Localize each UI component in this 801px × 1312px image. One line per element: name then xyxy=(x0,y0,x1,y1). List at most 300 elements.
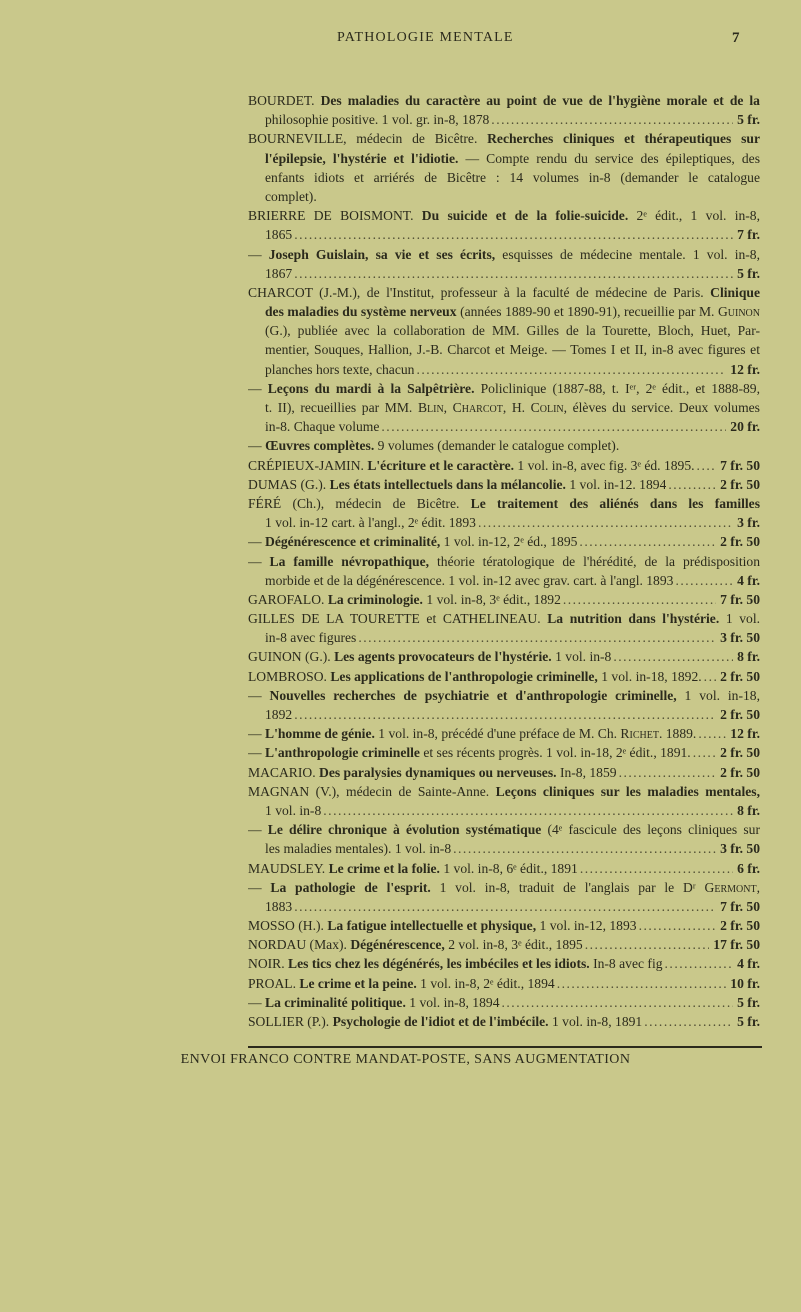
book-title: Recherches cliniques et thérapeutiques sur xyxy=(487,131,760,147)
dot-leader xyxy=(500,993,734,1012)
text-segment: — xyxy=(248,822,268,838)
dot-leader xyxy=(292,897,716,916)
line-text xyxy=(248,935,583,954)
price: 7 fr. 50 xyxy=(720,457,760,473)
catalogue-entry xyxy=(248,686,760,724)
text-segment: in-8. Chaque volume xyxy=(265,419,380,435)
price: 8 fr. xyxy=(737,649,760,665)
entry-line xyxy=(248,360,760,379)
book-title: Les tics chez les dégénérés, les imbéciles et les idiots. xyxy=(288,956,590,972)
text-segment: (4ᵉ fascicule des leçons cliniques sur xyxy=(541,822,760,838)
entry-line xyxy=(248,609,760,628)
entry-line xyxy=(248,168,760,187)
catalogue-entry xyxy=(248,609,760,647)
catalogue-entry xyxy=(248,935,760,954)
catalogue-entry xyxy=(248,436,760,455)
text-segment: — xyxy=(248,380,268,396)
text-segment: 1 vol. in-12, 2ᵉ éd., 1895 xyxy=(440,534,578,550)
entry-line xyxy=(248,571,760,590)
line-text xyxy=(265,801,321,820)
line-text xyxy=(248,456,695,475)
text-segment: 1 vol. in-8, 2ᵉ édit., 1894 xyxy=(416,975,555,991)
catalogue-entry xyxy=(248,743,760,762)
text-segment: morbide et de la dégénérescence. 1 vol. in-12 avec grav. cart. à l'angl. 1893 xyxy=(265,572,674,588)
price: 7 fr. 50 xyxy=(720,898,760,914)
book-title: L'anthropologie criminelle xyxy=(265,745,420,761)
line-text xyxy=(248,91,760,110)
entry-line xyxy=(248,456,760,475)
entry-line xyxy=(248,225,760,244)
text-segment: 1883 xyxy=(265,898,293,914)
line-text xyxy=(248,724,696,743)
entry-line xyxy=(248,724,760,743)
text-segment: In-8, 1859 xyxy=(556,764,617,780)
price: 7 fr. xyxy=(737,227,760,243)
catalogue-list xyxy=(248,91,760,1031)
line-text xyxy=(265,187,317,206)
entry-line xyxy=(248,839,760,858)
book-title: L'écriture et le caractère. xyxy=(367,457,514,473)
text-segment: BRIERRE DE BOISMONT. xyxy=(248,208,422,224)
entry-line xyxy=(248,916,760,935)
line-text xyxy=(248,859,578,878)
entry-line xyxy=(248,436,760,455)
price: 10 fr. xyxy=(730,975,760,991)
line-text xyxy=(248,647,611,666)
catalogue-entry xyxy=(248,1012,760,1031)
price: 5 fr. xyxy=(737,112,760,128)
text-segment: t. II), recueillies par MM. xyxy=(265,400,418,415)
line-text xyxy=(265,398,760,417)
dot-leader xyxy=(611,647,733,666)
price: 12 fr. xyxy=(730,726,760,742)
catalogue-entry xyxy=(248,782,760,820)
entry-line xyxy=(248,302,760,321)
text-segment: 9 volumes (demander le catalogue complet). xyxy=(374,438,620,454)
line-text xyxy=(248,436,619,455)
price: 2 fr. 50 xyxy=(720,668,760,684)
entry-line xyxy=(248,398,760,417)
price: 2 fr. 50 xyxy=(720,534,760,550)
text-segment: , xyxy=(756,879,760,895)
line-text xyxy=(265,360,414,379)
price: 17 fr. 50 xyxy=(713,937,760,953)
price: 8 fr. xyxy=(737,802,760,818)
entry-line xyxy=(248,974,760,993)
book-title: Les états intellectuels dans la mélancolie. xyxy=(329,476,566,492)
line-text xyxy=(248,590,561,609)
text-segment: 1892 xyxy=(265,707,293,722)
line-text xyxy=(248,475,666,494)
line-text xyxy=(265,417,379,436)
text-segment: 1 vol. in-8 xyxy=(551,649,612,665)
text-segment: (G.), publiée avec la collaboration de MM. Gilles de la Tourette, Bloch, Huet, Par- xyxy=(265,323,760,339)
dot-leader xyxy=(321,801,733,820)
price: 2 fr. 50 xyxy=(720,707,760,722)
text-segment: BOURNEVILLE, médecin de Bicêtre. xyxy=(248,131,488,147)
entry-line xyxy=(248,149,760,168)
catalogue-entry xyxy=(248,494,760,532)
price: 4 fr. xyxy=(737,956,760,972)
dot-leader xyxy=(666,475,716,494)
line-text xyxy=(265,340,760,359)
entry-line xyxy=(248,935,760,954)
line-text xyxy=(265,168,760,187)
text-segment: GUINON (G.). xyxy=(248,649,335,665)
text-segment: 1 vol. in-12, 1893 xyxy=(536,918,637,934)
catalogue-entry xyxy=(248,954,760,973)
entry-line xyxy=(248,475,760,494)
book-title: Dégénérescence et criminalité, xyxy=(265,534,441,550)
book-title: Le délire chronique à évolution systématique xyxy=(267,822,542,838)
dot-leader xyxy=(695,456,717,475)
text-segment: 2 vol. in-8, 3ᵉ édit., 1895 xyxy=(444,937,583,953)
text-segment: 1 vol. in-12 cart. à l'angl., 2ᵉ édit. 1893 xyxy=(265,515,476,531)
line-text xyxy=(265,628,356,647)
book-title: Dégénérescence, xyxy=(350,937,445,953)
text-segment: NOIR. xyxy=(248,956,289,972)
dot-leader xyxy=(561,590,716,609)
line-text xyxy=(265,705,292,724)
text-segment: — xyxy=(248,687,270,703)
price: 3 fr. 50 xyxy=(720,841,760,857)
price: 5 fr. xyxy=(737,1014,760,1029)
catalogue-entry xyxy=(248,974,760,993)
entry-line xyxy=(248,494,760,513)
entry-line xyxy=(248,667,760,686)
text-segment: . 1889. xyxy=(658,726,697,742)
price: 2 fr. 50 xyxy=(720,918,760,934)
dot-leader xyxy=(292,264,733,283)
book-title: l'épilepsie, l'hystérie et l'idiotie. xyxy=(265,150,459,166)
dot-leader xyxy=(583,935,710,954)
book-title: Des maladies du caractère au point de vue de l'hygiène morale et de la xyxy=(320,93,760,108)
footer-note: ENVOI FRANCO CONTRE MANDAT-POSTE, SANS AUGMENTATION xyxy=(180,1052,631,1067)
line-text xyxy=(248,820,760,839)
text-segment: MOSSO (H.). xyxy=(248,918,328,934)
line-text xyxy=(248,552,760,571)
line-text xyxy=(248,283,760,302)
line-text xyxy=(248,878,760,897)
text-segment: 1867 xyxy=(265,265,293,281)
book-title: Psychologie de l'idiot et de l'imbécile. xyxy=(332,1014,549,1029)
book-title: La famille névropathique, xyxy=(269,553,430,569)
line-text xyxy=(265,839,451,858)
line-text xyxy=(248,129,760,148)
book-title: Le crime et la folie. xyxy=(328,860,440,876)
dot-leader xyxy=(476,513,733,532)
entry-line xyxy=(248,763,760,782)
price: 2 fr. 50 xyxy=(720,764,760,780)
book-title: Des paralysies dynamiques ou nerveuses. xyxy=(319,764,557,780)
price: 4 fr. xyxy=(737,572,760,588)
price: 2 fr. 50 xyxy=(720,476,760,492)
book-title: Les applications de l'anthropologie criminelle, xyxy=(330,668,598,684)
catalogue-entry xyxy=(248,456,760,475)
text-segment: BOURDET. xyxy=(248,93,321,108)
person-name: Blin xyxy=(417,400,444,415)
dot-leader xyxy=(292,705,716,724)
dot-leader xyxy=(379,417,726,436)
entry-line xyxy=(248,206,760,225)
line-text xyxy=(265,302,760,321)
book-title: La fatigue intellectuelle et physique, xyxy=(327,918,537,934)
catalogue-entry xyxy=(248,667,760,686)
text-segment: les maladies mentales). 1 vol. in-8 xyxy=(265,841,452,857)
dot-leader xyxy=(577,532,716,551)
entry-line xyxy=(248,91,760,110)
person-name: Colin xyxy=(530,400,564,415)
text-segment: 1 vol. in-8 xyxy=(265,802,322,818)
person-name: Richet xyxy=(620,726,659,742)
catalogue-entry xyxy=(248,859,760,878)
text-segment: MAGNAN (V.), médecin de Sainte-Anne. xyxy=(248,783,496,799)
dot-leader xyxy=(292,225,733,244)
line-text xyxy=(265,264,292,283)
entry-line xyxy=(248,187,760,206)
entry-line xyxy=(248,954,760,973)
text-segment: GAROFALO. xyxy=(248,591,328,607)
catalogue-entry xyxy=(248,206,760,244)
text-segment: 1 vol. in-8, 3ᵉ édit., 1892 xyxy=(422,591,561,607)
line-text xyxy=(248,206,760,225)
text-segment: philosophie positive. 1 vol. gr. in-8, 1878 xyxy=(265,112,490,128)
text-segment: 1 vol. in-8, 1891 xyxy=(548,1014,643,1029)
text-segment: — xyxy=(248,438,265,454)
dot-leader xyxy=(642,1012,733,1031)
catalogue-entry xyxy=(248,878,760,916)
line-text xyxy=(248,532,577,551)
text-segment: 1 vol. in-8, précédé d'une préface de M. Ch. xyxy=(374,726,621,742)
dot-leader xyxy=(555,974,727,993)
catalogue-entry xyxy=(248,379,760,437)
entry-line xyxy=(248,417,760,436)
line-text xyxy=(248,245,760,264)
text-segment: MAUDSLEY. xyxy=(248,860,329,876)
dot-leader xyxy=(489,110,733,129)
price: 5 fr. xyxy=(737,994,760,1010)
text-segment: — xyxy=(248,534,265,550)
text-segment: 1 vol. in-12. 1894 xyxy=(565,476,667,492)
entry-line xyxy=(248,379,760,398)
entry-line xyxy=(248,532,760,551)
text-segment: — Compte rendu du service des épileptiques, des xyxy=(458,150,760,166)
dot-leader xyxy=(578,859,733,878)
text-segment: 1 vol. in-18, 1892. xyxy=(597,668,702,684)
catalogue-entry xyxy=(248,916,760,935)
catalogue-entry xyxy=(248,245,760,283)
dot-leader xyxy=(673,571,733,590)
person-name: Guinon xyxy=(717,304,760,320)
book-title: des maladies du système nerveux xyxy=(265,304,457,320)
entry-line xyxy=(248,743,760,762)
text-segment: LOMBROSO. xyxy=(248,668,331,684)
text-segment: CHARCOT (J.-M.), de l'Institut, professeur à la faculté de médecine de Paris. xyxy=(248,284,711,300)
line-text xyxy=(248,667,702,686)
catalogue-entry xyxy=(248,763,760,782)
running-title: PATHOLOGIE MENTALE xyxy=(337,30,514,45)
text-segment: MACARIO. xyxy=(248,764,319,780)
catalogue-entry xyxy=(248,820,760,858)
line-text xyxy=(248,782,760,801)
dot-leader xyxy=(702,667,716,686)
book-title: Le crime et la peine. xyxy=(299,975,417,991)
price: 12 fr. xyxy=(730,361,760,377)
text-segment: esquisses de médecine mentale. 1 vol. in-8, xyxy=(495,246,760,262)
text-segment: , élèves du service. Deux volumes xyxy=(563,400,760,415)
catalogue-entry xyxy=(248,647,760,666)
line-text xyxy=(248,686,760,705)
entry-line xyxy=(248,705,760,724)
price: 6 fr. xyxy=(737,860,760,876)
entry-line xyxy=(248,283,760,302)
entry-line xyxy=(248,647,760,666)
entry-line xyxy=(248,686,760,705)
text-segment: complet). xyxy=(265,188,317,204)
text-segment: — xyxy=(248,745,265,761)
text-segment: NORDAU (Max). xyxy=(248,937,351,953)
text-segment: 1865 xyxy=(265,227,293,243)
entry-line xyxy=(248,340,760,359)
entry-line xyxy=(248,859,760,878)
book-title: La criminologie. xyxy=(327,591,423,607)
dot-leader xyxy=(696,724,726,743)
line-text xyxy=(265,149,760,168)
book-title: Clinique xyxy=(710,284,760,300)
dot-leader xyxy=(663,954,734,973)
book-title: Joseph Guislain, sa vie et ses écrits, xyxy=(268,246,496,262)
line-text xyxy=(265,321,760,340)
book-title: La pathologie de l'esprit. xyxy=(270,879,431,895)
price: 7 fr. 50 xyxy=(720,591,760,607)
book-title: Le traitement des aliénés dans les familles xyxy=(470,495,760,511)
text-segment: CRÉPIEUX-JAMIN. xyxy=(248,457,368,473)
entry-line xyxy=(248,110,760,129)
dot-leader xyxy=(617,763,717,782)
footer-rule xyxy=(248,1046,762,1048)
text-segment: et ses récents progrès. 1 vol. in-18, 2ᵉ édit., 1891. xyxy=(419,745,691,761)
text-segment: 2ᵉ édit., 1 vol. in-8, xyxy=(628,208,760,224)
entry-line xyxy=(248,590,760,609)
price: 3 fr. 50 xyxy=(720,630,760,646)
text-segment: — xyxy=(248,879,271,895)
catalogue-entry xyxy=(248,91,760,129)
text-segment: 1 vol. in-8, 6ᵉ édit., 1891 xyxy=(439,860,578,876)
line-text xyxy=(265,225,292,244)
line-text xyxy=(248,916,637,935)
entry-line xyxy=(248,993,760,1012)
entry-line xyxy=(248,321,760,340)
catalogue-entry xyxy=(248,475,760,494)
catalogue-entry xyxy=(248,283,760,379)
entry-line xyxy=(248,245,760,264)
text-segment: 1 vol. in-18, xyxy=(676,687,760,703)
text-segment: GILLES DE LA TOURETTE et CATHELINEAU. xyxy=(248,611,548,627)
text-segment: — xyxy=(248,246,269,262)
catalogue-entry xyxy=(248,590,760,609)
text-segment: , xyxy=(443,400,453,415)
catalogue-entry xyxy=(248,532,760,551)
entry-line xyxy=(248,897,760,916)
catalogue-entry xyxy=(248,552,760,590)
person-name: Germont xyxy=(704,879,757,895)
text-segment: In-8 avec fig xyxy=(589,956,663,972)
text-segment: PROAL. xyxy=(248,975,300,991)
dot-leader xyxy=(356,628,716,647)
text-segment: DUMAS (G.). xyxy=(248,476,330,492)
entry-line xyxy=(248,801,760,820)
running-header xyxy=(0,30,801,50)
line-text xyxy=(248,974,555,993)
text-segment: théorie tératologique de l'hérédité, de la prédisposition xyxy=(429,553,760,569)
book-title: Nouvelles recherches de psychiatrie et d'anthropologie criminelle, xyxy=(269,687,677,703)
entry-line xyxy=(248,264,760,283)
book-title: L'homme de génie. xyxy=(265,726,375,742)
line-text xyxy=(248,609,760,628)
dot-leader xyxy=(414,360,726,379)
text-segment: (années 1889-90 et 1890-91), recueillie par M. xyxy=(456,304,718,320)
book-title: Les agents provocateurs de l'hystérie. xyxy=(334,649,552,665)
person-name: Charcot xyxy=(452,400,503,415)
line-text xyxy=(265,897,292,916)
entry-line xyxy=(248,782,760,801)
text-segment: in-8 avec figures xyxy=(265,630,357,646)
book-title: La criminalité politique. xyxy=(265,994,406,1010)
line-text xyxy=(248,954,663,973)
line-text xyxy=(265,110,489,129)
line-text xyxy=(248,993,500,1012)
catalogue-entry xyxy=(248,724,760,743)
entry-line xyxy=(248,552,760,571)
line-text xyxy=(248,494,760,513)
text-segment: 1 vol. in-8, 1894 xyxy=(405,994,500,1010)
line-text xyxy=(265,571,673,590)
text-segment: , H. xyxy=(502,400,531,415)
line-text xyxy=(248,743,691,762)
text-segment: — xyxy=(248,994,265,1010)
page-number: 7 xyxy=(732,30,740,46)
catalogue-entry xyxy=(248,129,760,206)
price: 20 fr. xyxy=(730,419,760,435)
text-segment: 1 vol. in-8, avec fig. 3ᵉ éd. 1895. xyxy=(514,457,695,473)
text-segment: Policlinique (1887-88, t. Iᵉʳ, 2ᵉ édit., et 1888-89, xyxy=(474,380,760,396)
text-segment: — xyxy=(248,726,265,742)
catalogue-entry xyxy=(248,993,760,1012)
dot-leader xyxy=(637,916,717,935)
book-title: Du suicide et de la folie-suicide. xyxy=(421,208,629,224)
entry-line xyxy=(248,513,760,532)
line-text xyxy=(248,1012,642,1031)
book-title: Leçons du mardi à la Salpêtrière. xyxy=(267,380,475,396)
book-title: La nutrition dans l'hystérie. xyxy=(547,611,720,627)
text-segment: SOLLIER (P.). xyxy=(248,1014,333,1029)
entry-line xyxy=(248,820,760,839)
entry-line xyxy=(248,129,760,148)
line-text xyxy=(248,763,617,782)
price: 3 fr. xyxy=(737,515,760,531)
text-segment: enfants idiots et arriérés de Bicêtre : 14 volumes in-8 (demander le catalogue xyxy=(265,169,760,185)
line-text xyxy=(248,379,760,398)
text-segment: 1 vol. xyxy=(719,611,760,627)
price: 2 fr. 50 xyxy=(720,745,760,761)
text-segment: mentier, Souques, Hallion, J.-B. Charcot et Meige. — Tomes I et II, in-8 avec figures et xyxy=(265,342,760,358)
dot-leader xyxy=(451,839,716,858)
book-title: Leçons cliniques sur les maladies mentales, xyxy=(495,783,760,799)
text-segment: 1 vol. in-8, traduit de l'anglais par le Dʳ xyxy=(430,879,705,895)
entry-line xyxy=(248,1012,760,1031)
text-segment: — xyxy=(248,553,270,569)
entry-line xyxy=(248,628,760,647)
